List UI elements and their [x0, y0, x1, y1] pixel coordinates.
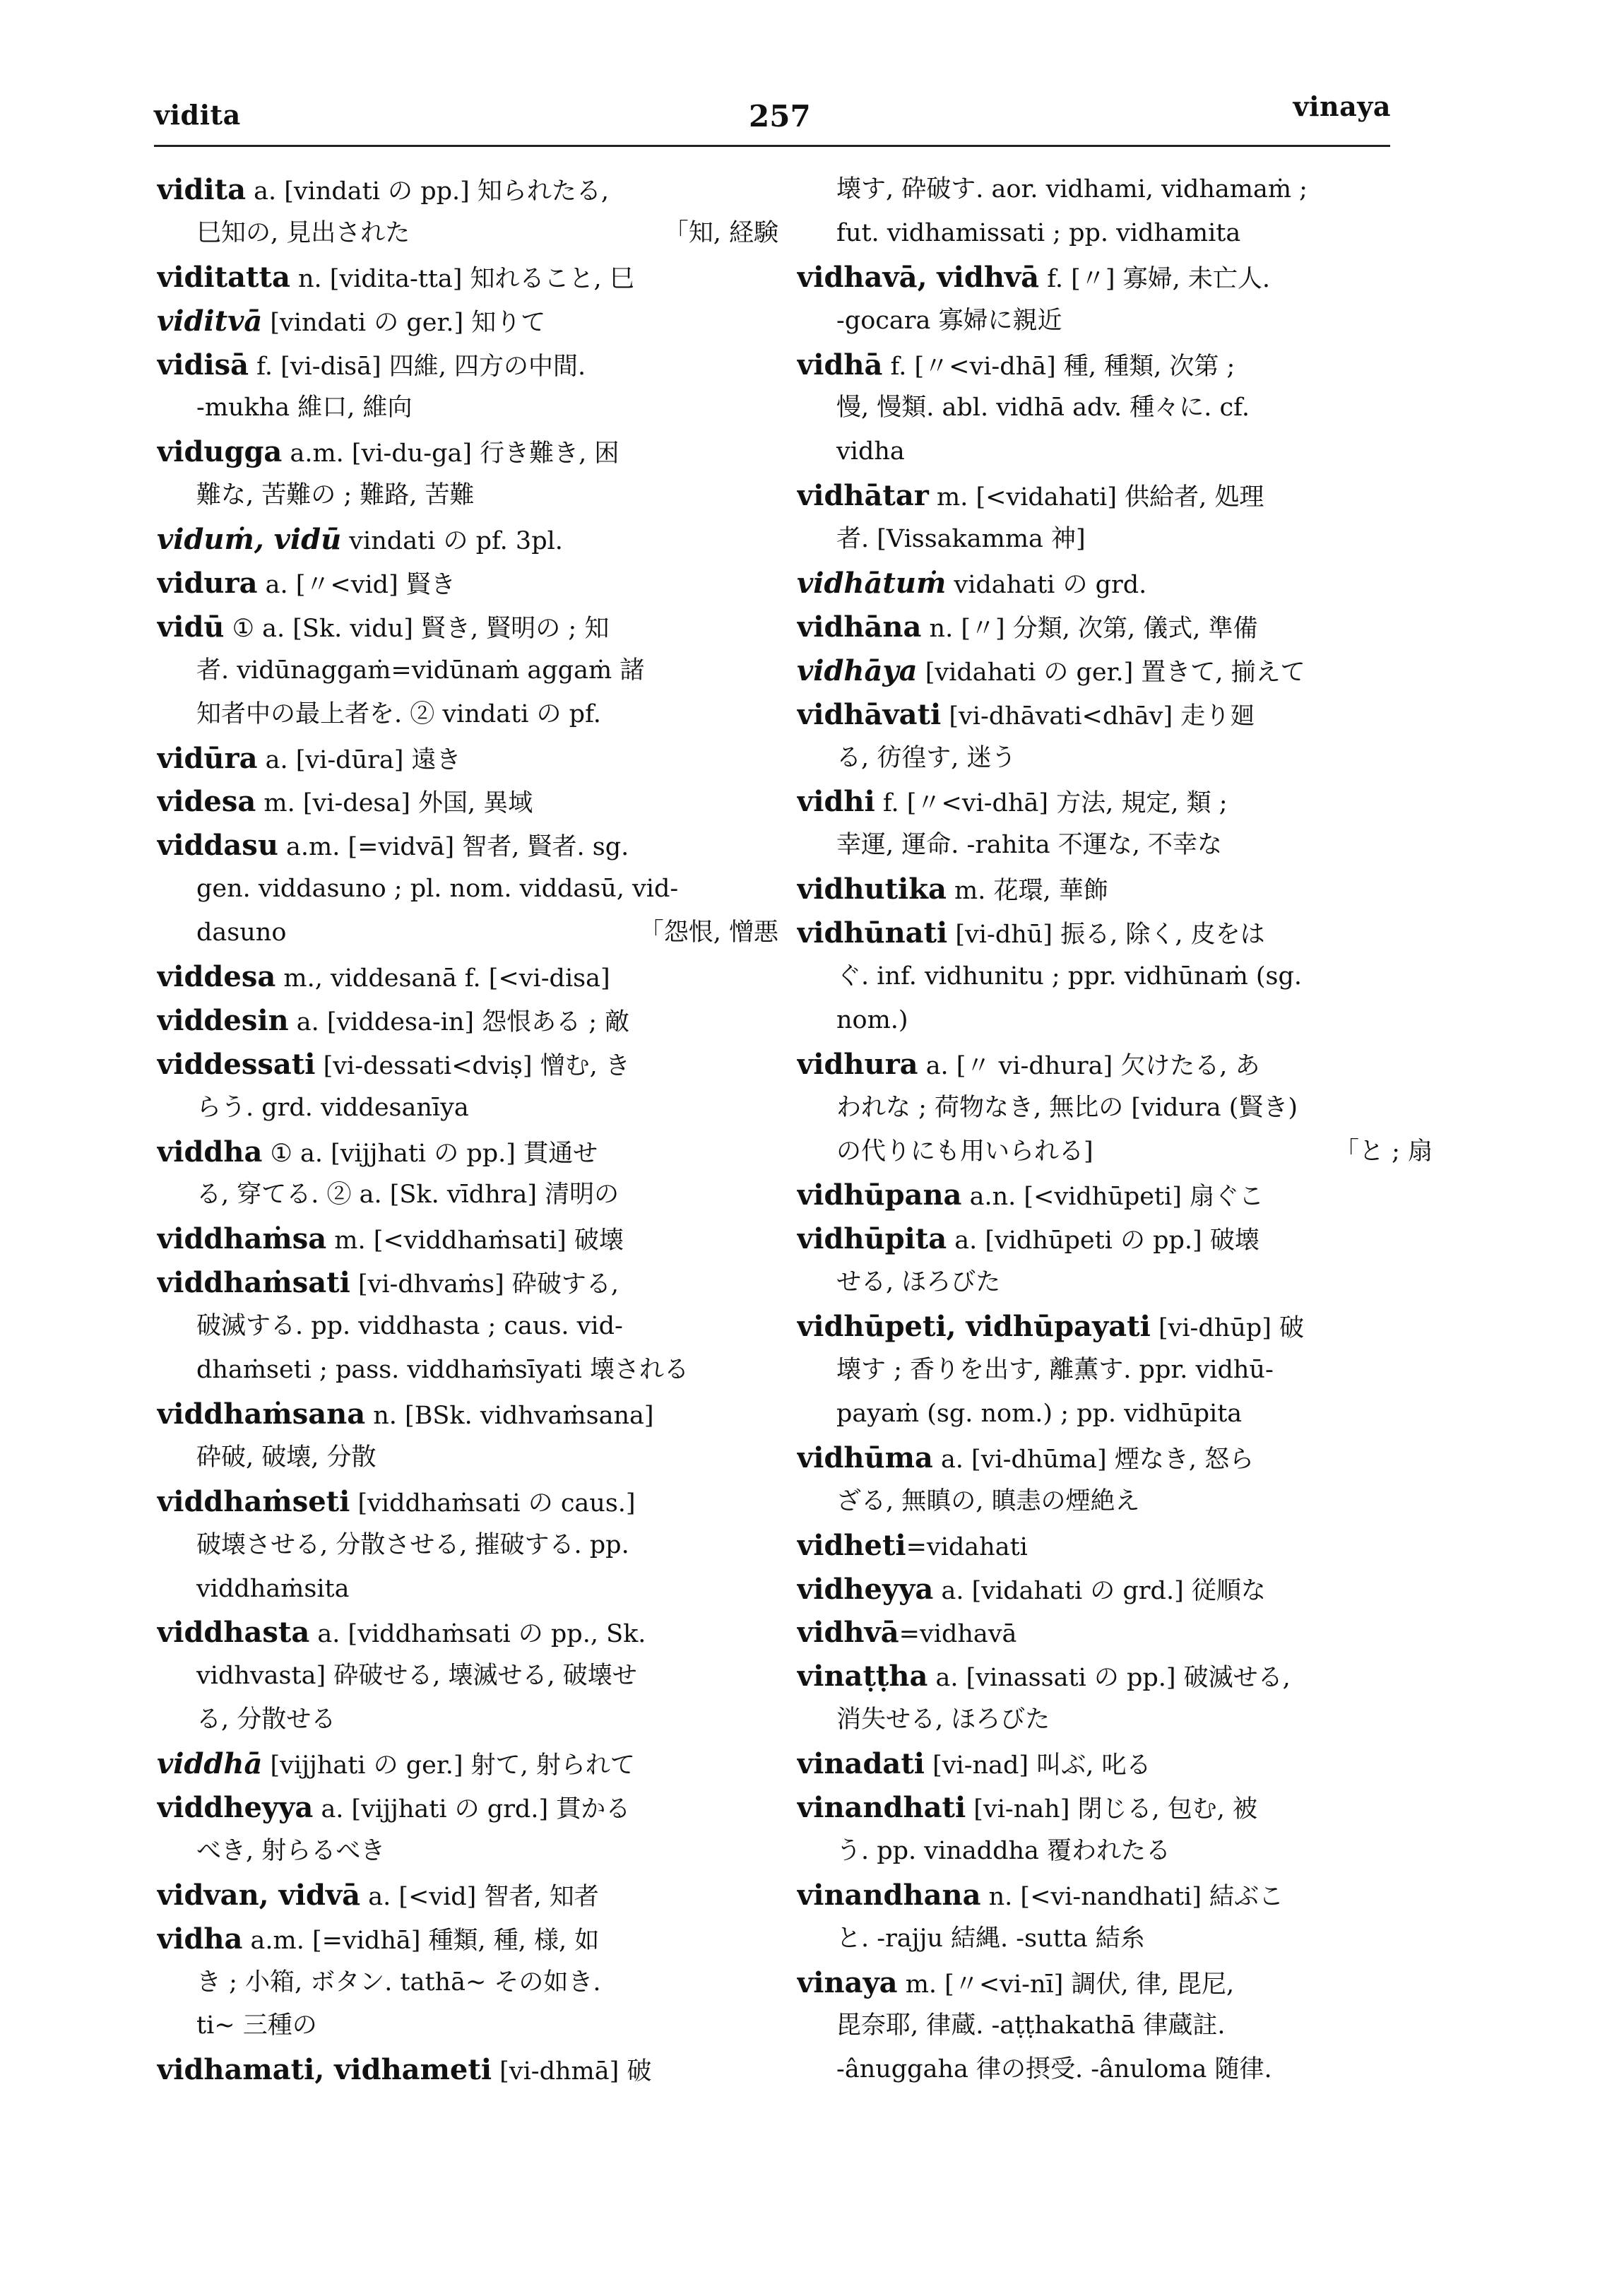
right-column	[797, 168, 1433, 2092]
carryover-fragment: 「知, 経験	[663, 218, 778, 247]
continuation-line	[157, 2004, 778, 2048]
definition-text: る, 分散せる	[196, 1705, 336, 1734]
definition-text: せる, ほろびた	[836, 1268, 1001, 1297]
definition-text: る, 穿てる. ② a. [Sk. vīdhra] 清明の	[196, 1181, 620, 1210]
continuation-line	[797, 1480, 1433, 1524]
definition-text: [vijjhati の ger.] 射て, 射られて	[262, 1751, 635, 1780]
definition-text: m. [vi-desa] 外国, 異域	[256, 789, 533, 818]
dictionary-entry-line	[797, 780, 1433, 824]
left-running-head: vidita	[154, 99, 241, 131]
definition-text: =vidhavā	[899, 1620, 1017, 1649]
headword: vidhvā	[797, 1616, 899, 1650]
dictionary-entry-line	[157, 168, 778, 212]
continuation-line	[797, 824, 1433, 868]
dictionary-entry-line	[797, 1524, 1433, 1568]
definition-text: らう. grd. viddesanīya	[196, 1093, 469, 1122]
headword: viddhaṁsati	[157, 1266, 350, 1300]
dictionary-entry-line	[797, 911, 1433, 955]
definition-text: [vi-dhmā] 破	[492, 2057, 652, 2086]
definition-text: き ; 小箱, ボタン. tathā~ その如き.	[196, 1968, 601, 1997]
dictionary-entry-line	[797, 1611, 1433, 1655]
definition-text: 破壊させる, 分散させる, 摧破する. pp.	[196, 1530, 629, 1559]
definition-text: a. [〃<vid] 賢き	[257, 571, 456, 600]
dictionary-entry-line	[157, 1480, 778, 1524]
definition-text: 者. vidūnaggaṁ=vidūnaṁ aggaṁ 諸	[196, 656, 645, 685]
dictionary-entry-line	[797, 562, 1433, 605]
dictionary-entry-line	[157, 2048, 778, 2092]
dictionary-entry-line	[157, 1611, 778, 1655]
definition-text: a. [〃 vi-dhura] 欠けたる, あ	[918, 1051, 1260, 1080]
headword: viddha	[157, 1135, 263, 1169]
definition-text: [vi-dhāvati<dhāv] 走り廻	[941, 702, 1255, 731]
dictionary-entry-line	[157, 780, 778, 824]
continuation-line	[797, 168, 1433, 212]
headword: vidheti	[797, 1528, 906, 1562]
dictionary-entry-line	[157, 1261, 778, 1305]
continuation-line	[157, 1698, 778, 1742]
dictionary-entry-line	[157, 430, 778, 474]
definition-text: 幸運, 運命. -rahita 不運な, 不幸な	[836, 831, 1222, 860]
dictionary-entry-line	[157, 1742, 778, 1786]
continuation-line	[157, 1655, 778, 1698]
definition-text: vidahati の grd.	[946, 571, 1147, 600]
definition-text: -gocara 寡婦に親近	[836, 306, 1062, 335]
definition-text: a. [vidhūpeti の pp.] 破壊	[947, 1226, 1260, 1255]
dictionary-entry-line	[157, 1217, 778, 1261]
definition-text: [vi-nad] 叫ぶ, 叱る	[925, 1751, 1151, 1780]
definition-text: と. -rajju 結縄. -sutta 結糸	[836, 1924, 1145, 1953]
continuation-line	[157, 1349, 778, 1393]
definition-text: n. [BSk. vidhvaṁsana]	[365, 1401, 654, 1430]
continuation-line	[797, 1349, 1433, 1393]
headword: viddessati	[157, 1047, 316, 1081]
dictionary-entry-line	[157, 999, 778, 1043]
continuation-line	[157, 1436, 778, 1480]
header-rule	[154, 145, 1390, 147]
headword: vidhāya	[797, 654, 918, 687]
dictionary-entry-line	[157, 1043, 778, 1087]
headword: vidisā	[157, 348, 249, 382]
dictionary-entry-line	[157, 1917, 778, 1961]
definition-text: m. [〃<vi-nī] 調伏, 律, 毘尼,	[897, 1970, 1235, 1999]
dictionary-entry-line	[797, 1305, 1433, 1349]
definition-text: 難な, 苦難の ; 難路, 苦難	[196, 481, 475, 510]
continuation-line	[797, 2048, 1433, 2092]
definition-text: 者. [Vissakamma 神]	[836, 525, 1086, 554]
dictionary-entry-line	[797, 649, 1433, 693]
continuation-line	[157, 693, 778, 737]
dictionary-entry-line	[157, 737, 778, 781]
dictionary-entry-line	[157, 518, 778, 562]
definition-text: 壊す, 砕破す. aor. vidhami, vidhamaṁ ;	[836, 175, 1308, 203]
definition-text: m., viddesanā f. [<vi-disa]	[275, 964, 610, 993]
headword: vidvan, vidvā	[157, 1878, 361, 1912]
headword: vinaṭṭha	[797, 1660, 928, 1693]
headword: viddesa	[157, 960, 276, 994]
continuation-line	[157, 1524, 778, 1568]
definition-text: f. [〃] 寡婦, 未亡人.	[1039, 264, 1270, 293]
headword: vidheyya	[797, 1572, 934, 1606]
continuation-line	[797, 518, 1433, 562]
definition-text: [vi-nah] 閉じる, 包む, 被	[966, 1795, 1257, 1823]
headword: viddhaṁseti	[157, 1484, 350, 1518]
dictionary-entry-line	[797, 474, 1433, 518]
definition-text: vidha	[836, 437, 905, 466]
dictionary-entry-line	[797, 1742, 1433, 1786]
definition-text: [viddhaṁsati の caus.]	[350, 1489, 636, 1518]
headword: vidhūpita	[797, 1222, 947, 1256]
continuation-line	[797, 999, 1433, 1043]
definition-text: 破滅する. pp. viddhasta ; caus. vid-	[196, 1312, 623, 1341]
headword: viditatta	[157, 260, 290, 294]
dictionary-entry-line	[157, 1130, 778, 1174]
definition-text: a. [vi-dūra] 遠き	[257, 745, 461, 774]
headword: vidhavā, vidhvā	[797, 260, 1040, 294]
continuation-line	[797, 430, 1433, 474]
headword: viddhaṁsana	[157, 1397, 366, 1431]
definition-text: vindati の pf. 3pl.	[341, 527, 563, 556]
dictionary-entry-line	[797, 256, 1433, 300]
dictionary-entry-line	[157, 1393, 778, 1436]
right-running-head: vinaya	[1293, 90, 1391, 122]
headword: vidita	[157, 173, 246, 206]
headword: vidhamati, vidhameti	[157, 2053, 492, 2087]
dictionary-entry-line	[157, 1786, 778, 1830]
dictionary-entry-line	[797, 693, 1433, 737]
dictionary-entry-line	[157, 343, 778, 387]
continuation-line	[157, 868, 778, 911]
definition-text: [vi-dhvaṁs] 砕破する,	[350, 1270, 620, 1299]
dictionary-entry-line	[797, 1217, 1433, 1261]
headword: vidha	[157, 1922, 243, 1956]
definition-text: n. [vidita-tta] 知れること, 巳	[290, 264, 634, 293]
headword: vidugga	[157, 435, 283, 469]
definition-text: a. [viddesa-in] 怨恨ある ; 敵	[288, 1007, 630, 1036]
definition-text: m. [<vidahati] 供給者, 処理	[928, 483, 1264, 512]
definition-text: 消失せる, ほろびた	[836, 1705, 1050, 1734]
headword: viddhā	[157, 1747, 263, 1781]
definition-text: vidhvasta] 砕破せる, 壊滅せる, 破壊せ	[196, 1662, 637, 1691]
continuation-line	[797, 300, 1433, 343]
definition-text: ざる, 無瞋の, 瞋恚の煙絶え	[836, 1486, 1140, 1515]
definition-text: payaṁ (sg. nom.) ; pp. vidhūpita	[836, 1399, 1243, 1428]
definition-text: f. [vi-disā] 四維, 四方の中間.	[249, 352, 586, 381]
definition-text: 砕破, 破壊, 分散	[196, 1443, 377, 1472]
definition-text: f. [〃<vi-dhā] 方法, 規定, 類 ;	[875, 789, 1228, 818]
continuation-line	[797, 1087, 1433, 1130]
definition-text: -mukha 維口, 維向	[196, 394, 413, 422]
continuation-line	[797, 955, 1433, 999]
definition-text: 知者中の最上者を. ② vindati の pf.	[196, 699, 601, 728]
definition-text: ぐ. inf. vidhunitu ; ppr. vidhūnaṁ (sg.	[836, 962, 1303, 991]
dictionary-entry-line	[157, 824, 778, 868]
definition-text: a.m. [=vidhā] 種類, 種, 様, 如	[242, 1926, 600, 1955]
dictionary-entry-line	[797, 868, 1433, 911]
dictionary-entry-line	[157, 562, 778, 605]
definition-text: a. [<vid] 智者, 知者	[360, 1882, 599, 1911]
continuation-line	[797, 1393, 1433, 1436]
definition-text: viddhaṁsita	[196, 1574, 350, 1603]
continuation-line	[157, 1830, 778, 1874]
continuation-line	[157, 1961, 778, 2005]
definition-text: a.n. [<vidhūpeti] 扇ぐこ	[961, 1183, 1264, 1212]
headword: vidhutika	[797, 873, 947, 906]
headword: vidhūnati	[797, 916, 948, 950]
headword: viduṁ, vidū	[157, 523, 342, 557]
continuation-line	[157, 649, 778, 693]
definition-text: n. [〃] 分類, 次第, 儀式, 準備	[921, 614, 1258, 643]
headword: viddasu	[157, 829, 278, 863]
dictionary-entry-line	[157, 300, 778, 343]
headword: vidhūpana	[797, 1178, 962, 1212]
definition-text: ① a. [Sk. vidu] 賢き, 賢明の ; 知	[224, 614, 610, 643]
headword: vidhi	[797, 785, 875, 819]
headword: viddhasta	[157, 1616, 310, 1650]
definition-text: -ânuggaha 律の摂受. -ânuloma 随律.	[836, 2055, 1272, 2084]
definition-text: m. [<viddhaṁsati] 破壊	[326, 1226, 624, 1255]
continuation-line	[157, 212, 778, 256]
definition-text: fut. vidhamissati ; pp. vidhamita	[836, 218, 1241, 247]
continuation-line	[797, 1698, 1433, 1742]
definition-text: f. [〃<vi-dhā] 種, 種類, 次第 ;	[882, 352, 1235, 381]
headword: viditvā	[157, 304, 263, 338]
definition-text: gen. viddasuno ; pl. nom. viddasū, vid-	[196, 875, 679, 904]
definition-text: ti~ 三種の	[196, 2011, 317, 2040]
definition-text: 壊す ; 香りを出す, 離薫す. ppr. vidhū-	[836, 1356, 1274, 1385]
continuation-line	[157, 474, 778, 518]
dictionary-entry-line	[797, 343, 1433, 387]
definition-text: [vi-dessati<dviṣ] 憎む, き	[315, 1051, 630, 1080]
continuation-line	[797, 737, 1433, 781]
headword: vinaya	[797, 1965, 898, 1999]
definition-text: われな ; 荷物なき, 無比の [vidura (賢き)	[836, 1093, 1298, 1122]
definition-text: n. [<vi-nandhati] 結ぶこ	[980, 1882, 1284, 1911]
definition-text: a.m. [=vidvā] 智者, 賢者. sg.	[278, 833, 629, 862]
definition-text: ① a. [vijjhati の pp.] 貫通せ	[262, 1139, 598, 1168]
continuation-line	[797, 1261, 1433, 1305]
headword: vidhūma	[797, 1441, 933, 1474]
dictionary-entry-line	[797, 1043, 1433, 1087]
definition-text: べき, 射らるべき	[196, 1836, 386, 1865]
dictionary-entry-line	[797, 605, 1433, 649]
dictionary-entry-line	[797, 1961, 1433, 2005]
left-column	[157, 168, 778, 2092]
definition-text: う. pp. vinaddha 覆われたる	[836, 1836, 1171, 1865]
continuation-line	[797, 1830, 1433, 1874]
headword: vidhāna	[797, 610, 922, 644]
definition-text: 巳知の, 見出された	[196, 218, 410, 247]
dictionary-entry-line	[797, 1436, 1433, 1480]
definition-text: =vidahati	[906, 1532, 1028, 1561]
definition-text: dasuno	[196, 918, 287, 947]
dictionary-entry-line	[157, 955, 778, 999]
headword: viddesin	[157, 1003, 289, 1037]
continuation-line	[797, 1130, 1433, 1174]
definition-text: a. [vindati の pp.] 知られたる,	[246, 177, 610, 206]
dictionary-entry-line	[797, 1874, 1433, 1917]
headword: viddheyya	[157, 1790, 314, 1824]
dictionary-entry-line	[797, 1568, 1433, 1612]
continuation-line	[157, 386, 778, 430]
headword: vidura	[157, 567, 258, 601]
dictionary-entry-line	[797, 1786, 1433, 1830]
definition-text: a. [vi-dhūma] 煙なき, 怒ら	[932, 1445, 1255, 1474]
continuation-line	[797, 212, 1433, 256]
dictionary-entry-line	[157, 1874, 778, 1917]
continuation-line	[157, 1305, 778, 1349]
definition-text: a.m. [vi-du-ga] 行き難き, 困	[282, 439, 620, 468]
definition-text: a. [viddhaṁsati の pp., Sk.	[309, 1620, 646, 1649]
dictionary-entry-line	[797, 1173, 1433, 1217]
continuation-line	[157, 1173, 778, 1217]
continuation-line	[157, 1568, 778, 1612]
headword: vidūra	[157, 741, 258, 775]
continuation-line	[797, 2004, 1433, 2048]
headword: vidhāvati	[797, 697, 942, 731]
definition-text: [vi-dhūp] 破	[1150, 1314, 1305, 1343]
definition-text: る, 彷徨す, 迷う	[836, 743, 1017, 772]
headword: vidhātar	[797, 479, 929, 513]
definition-text: [vi-dhū] 振る, 除く, 皮をは	[947, 921, 1265, 950]
carryover-fragment: 「と ; 扇	[1334, 1137, 1433, 1166]
definition-text: dhaṁseti ; pass. viddhaṁsīyati 壊される	[196, 1356, 689, 1385]
definition-text: の代りにも用いられる]	[836, 1137, 1093, 1166]
definition-text: 毘奈耶, 律蔵. -aṭṭhakathā 律蔵註.	[836, 2011, 1226, 2040]
continuation-line	[157, 1087, 778, 1130]
definition-text: a. [vidahati の grd.] 従順な	[933, 1576, 1266, 1605]
definition-text: m. 花環, 華飾	[946, 877, 1108, 906]
page-number: 257	[749, 99, 811, 134]
definition-text: [vidahati の ger.] 置きて, 揃えて	[917, 658, 1305, 687]
headword: vidhura	[797, 1047, 918, 1081]
continuation-line	[157, 911, 778, 955]
headword: vinadati	[797, 1747, 925, 1781]
definition-text: [vindati の ger.] 知りて	[262, 308, 546, 337]
continuation-line	[797, 1917, 1433, 1961]
headword: viddhaṁsa	[157, 1222, 327, 1256]
headword: vidhūpeti, vidhūpayati	[797, 1310, 1151, 1344]
headword: vinandhana	[797, 1878, 981, 1912]
dictionary-entry-line	[797, 1655, 1433, 1698]
definition-text: 慢, 慢類. abl. vidhā adv. 種々に. cf.	[836, 394, 1250, 422]
headword: vinandhati	[797, 1790, 966, 1824]
dictionary-entry-line	[157, 256, 778, 300]
continuation-line	[797, 386, 1433, 430]
definition-text: a. [vijjhati の grd.] 貫かる	[313, 1795, 631, 1823]
dictionary-entry-line	[157, 605, 778, 649]
headword: vidhātuṁ	[797, 567, 947, 601]
carryover-fragment: 「怨恨, 憎悪	[639, 918, 778, 947]
headword: vidhā	[797, 348, 883, 382]
definition-text: a. [vinassati の pp.] 破滅せる,	[927, 1664, 1291, 1693]
headword: vidū	[157, 610, 225, 644]
definition-text: nom.)	[836, 1005, 908, 1034]
headword: videsa	[157, 785, 256, 819]
